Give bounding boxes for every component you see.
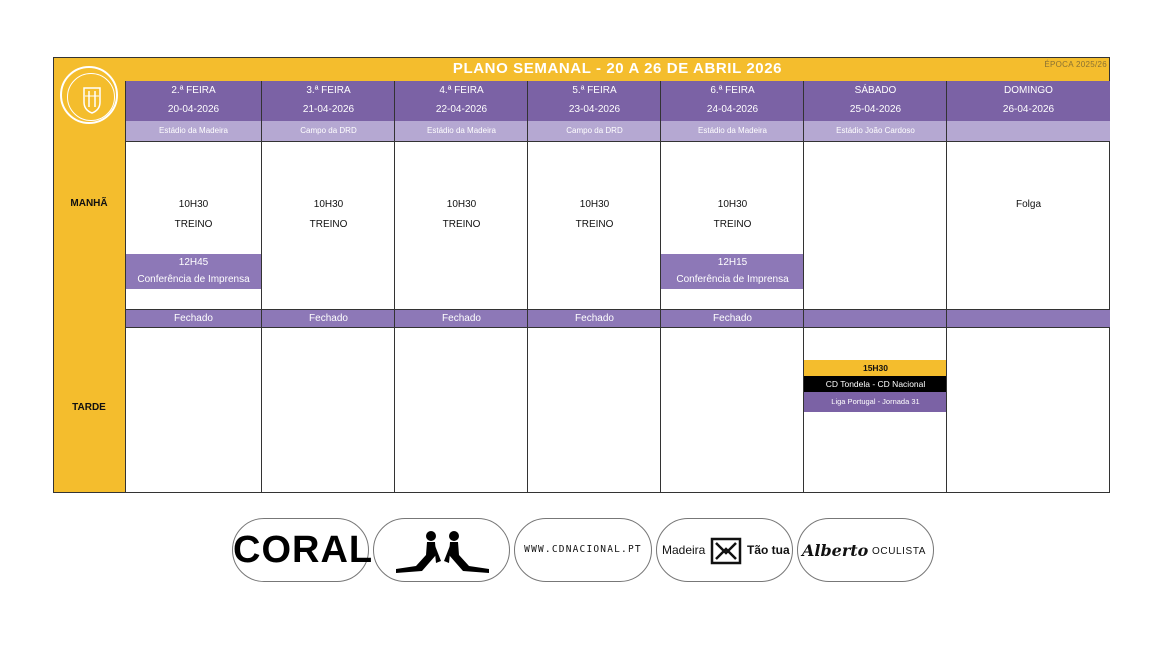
sponsor-coral[interactable] — [232, 518, 374, 582]
grid-line — [125, 327, 1110, 328]
sponsor-tagline: Tão tua — [747, 543, 790, 557]
day-header-sunday — [947, 81, 1110, 121]
sponsor-madeira[interactable] — [656, 518, 793, 582]
kappa-logo-icon — [374, 519, 511, 583]
venue-label: Estádio da Madeira — [125, 121, 262, 141]
press-time: 12H45 — [178, 257, 209, 268]
grid-line — [394, 81, 395, 493]
day-header-saturday — [804, 81, 947, 121]
training-label: TREINO — [174, 219, 213, 230]
day-header-monday — [125, 81, 262, 121]
day-date: 22-04-2026 — [435, 104, 488, 115]
press-conference-block — [661, 254, 804, 289]
sponsor-alberto-oculista[interactable] — [797, 518, 934, 582]
day-header-wednesday — [395, 81, 528, 121]
day-name: 4.ª FEIRA — [439, 85, 484, 96]
status-closed: Fechado — [661, 310, 804, 327]
training-label: TREINO — [575, 219, 614, 230]
venue-label: Campo da DRD — [262, 121, 395, 141]
training-time: 10H30 — [178, 199, 209, 210]
press-label: Conferência de Imprensa — [137, 274, 250, 285]
training-time: 10H30 — [579, 199, 610, 210]
grid-line — [946, 81, 947, 493]
training-time: 10H30 — [313, 199, 344, 210]
sponsor-name: Alberto — [802, 541, 869, 560]
grid-line — [527, 81, 528, 493]
match-competition: Liga Portugal - Jornada 31 — [804, 392, 947, 412]
grid-line — [803, 81, 804, 493]
day-header-tuesday — [262, 81, 395, 121]
day-name: 2.ª FEIRA — [171, 85, 216, 96]
match-time: 15H30 — [804, 360, 947, 376]
day-name: SÁBADO — [854, 85, 897, 96]
day-date: 21-04-2026 — [302, 104, 355, 115]
sponsor-kappa[interactable] — [373, 518, 510, 582]
season-label: ÉPOCA 2025/26 — [1044, 60, 1107, 69]
training-label: TREINO — [442, 219, 481, 230]
sponsor-tagline: OCULISTA — [872, 546, 927, 557]
period-label-morning: MANHÃ — [70, 198, 108, 209]
training-time: 10H30 — [717, 199, 748, 210]
day-date: 24-04-2026 — [706, 104, 759, 115]
club-crest-ring — [67, 73, 115, 121]
grid-line — [125, 81, 126, 493]
training-time: 10H30 — [446, 199, 477, 210]
venue-label: Campo da DRD — [528, 121, 661, 141]
venue-label: Estádio da Madeira — [395, 121, 528, 141]
day-date: 20-04-2026 — [167, 104, 220, 115]
venue-label: Estádio João Cardoso — [804, 121, 947, 141]
grid-line — [660, 81, 661, 493]
sponsor-name: CORAL — [233, 529, 374, 571]
day-name: 5.ª FEIRA — [572, 85, 617, 96]
day-name: 6.ª FEIRA — [710, 85, 755, 96]
day-date: 23-04-2026 — [568, 104, 621, 115]
period-label-afternoon: TARDE — [72, 402, 106, 413]
training-label: TREINO — [309, 219, 348, 230]
venue-label — [947, 121, 1110, 141]
status-closed: Fechado — [528, 310, 661, 327]
rest-day-label: Folga — [1015, 199, 1041, 210]
status-bar-empty — [947, 310, 1110, 327]
press-conference-block — [125, 254, 262, 289]
sponsor-website: WWW.CDNACIONAL.PT — [524, 544, 642, 555]
grid-line — [261, 81, 262, 493]
press-label: Conferência de Imprensa — [676, 274, 789, 285]
day-name: 3.ª FEIRA — [306, 85, 351, 96]
status-closed: Fechado — [125, 310, 262, 327]
match-teams: CD Tondela - CD Nacional — [804, 376, 947, 392]
grid-line — [125, 141, 1110, 142]
day-header-friday — [661, 81, 804, 121]
day-date: 25-04-2026 — [849, 104, 902, 115]
day-name: DOMINGO — [1004, 85, 1053, 96]
status-bar-empty — [804, 310, 947, 327]
training-label: TREINO — [713, 219, 752, 230]
day-header-thursday — [528, 81, 661, 121]
sponsor-cdnacional[interactable] — [514, 518, 652, 582]
venue-label: Estádio da Madeira — [661, 121, 804, 141]
press-time: 12H15 — [717, 257, 748, 268]
status-closed: Fechado — [395, 310, 528, 327]
crest-shield-icon — [68, 74, 116, 122]
status-closed: Fechado — [262, 310, 395, 327]
page-title: PLANO SEMANAL - 20 A 26 DE ABRIL 2026 — [452, 60, 783, 77]
sponsor-name: Madeira — [662, 543, 706, 557]
grid-line — [125, 309, 1110, 310]
madeira-mark-icon — [710, 537, 742, 565]
day-date: 26-04-2026 — [1002, 104, 1055, 115]
